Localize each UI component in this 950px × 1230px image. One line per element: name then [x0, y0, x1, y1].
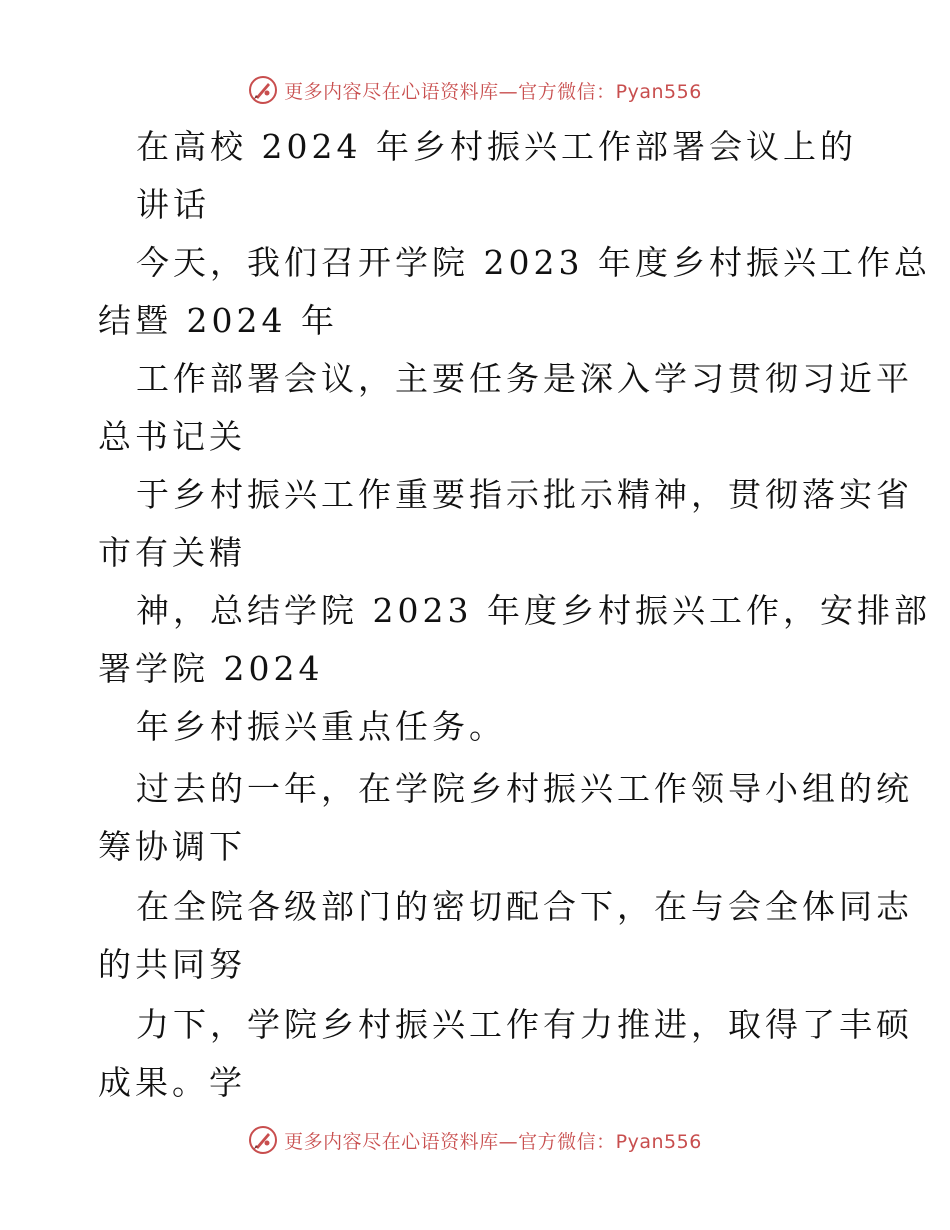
header-banner-text: 更多内容尽在心语资料库—官方微信：Pyan556 — [284, 80, 702, 103]
text-line: 于乡村振兴工作重要指示批示精神，贯彻落实省 — [136, 475, 913, 514]
text-line: 市有关精 — [98, 533, 246, 572]
text-line: 筹协调下 — [98, 827, 246, 866]
text-line: 年乡村振兴重点任务。 — [136, 707, 506, 746]
text-line: 过去的一年，在学院乡村振兴工作领导小组的统 — [136, 769, 913, 808]
quill-logo-icon — [248, 1125, 278, 1155]
text-line: 总书记关 — [98, 417, 246, 456]
text-line: 今天，我们召开学院 2023 年度乡村振兴工作总 — [136, 243, 931, 282]
text-line: 神，总结学院 2023 年度乡村振兴工作，安排部 — [136, 591, 931, 630]
text-line: 结暨 2024 年 — [98, 301, 338, 340]
text-line: 署学院 2024 — [98, 649, 324, 688]
title-line-2: 讲话 — [136, 185, 210, 224]
footer-banner-text: 更多内容尽在心语资料库—官方微信：Pyan556 — [284, 1130, 702, 1153]
footer-banner — [0, 1120, 950, 1160]
text-line: 力下，学院乡村振兴工作有力推进，取得了丰硕 — [136, 1005, 913, 1044]
text-line: 的共同努 — [98, 945, 246, 984]
text-line: 在全院各级部门的密切配合下，在与会全体同志 — [136, 887, 913, 926]
title-line-1: 在高校 2024 年乡村振兴工作部署会议上的 — [136, 127, 857, 166]
text-line: 工作部署会议，主要任务是深入学习贯彻习近平 — [136, 359, 913, 398]
text-line: 成果。学 — [98, 1063, 246, 1102]
